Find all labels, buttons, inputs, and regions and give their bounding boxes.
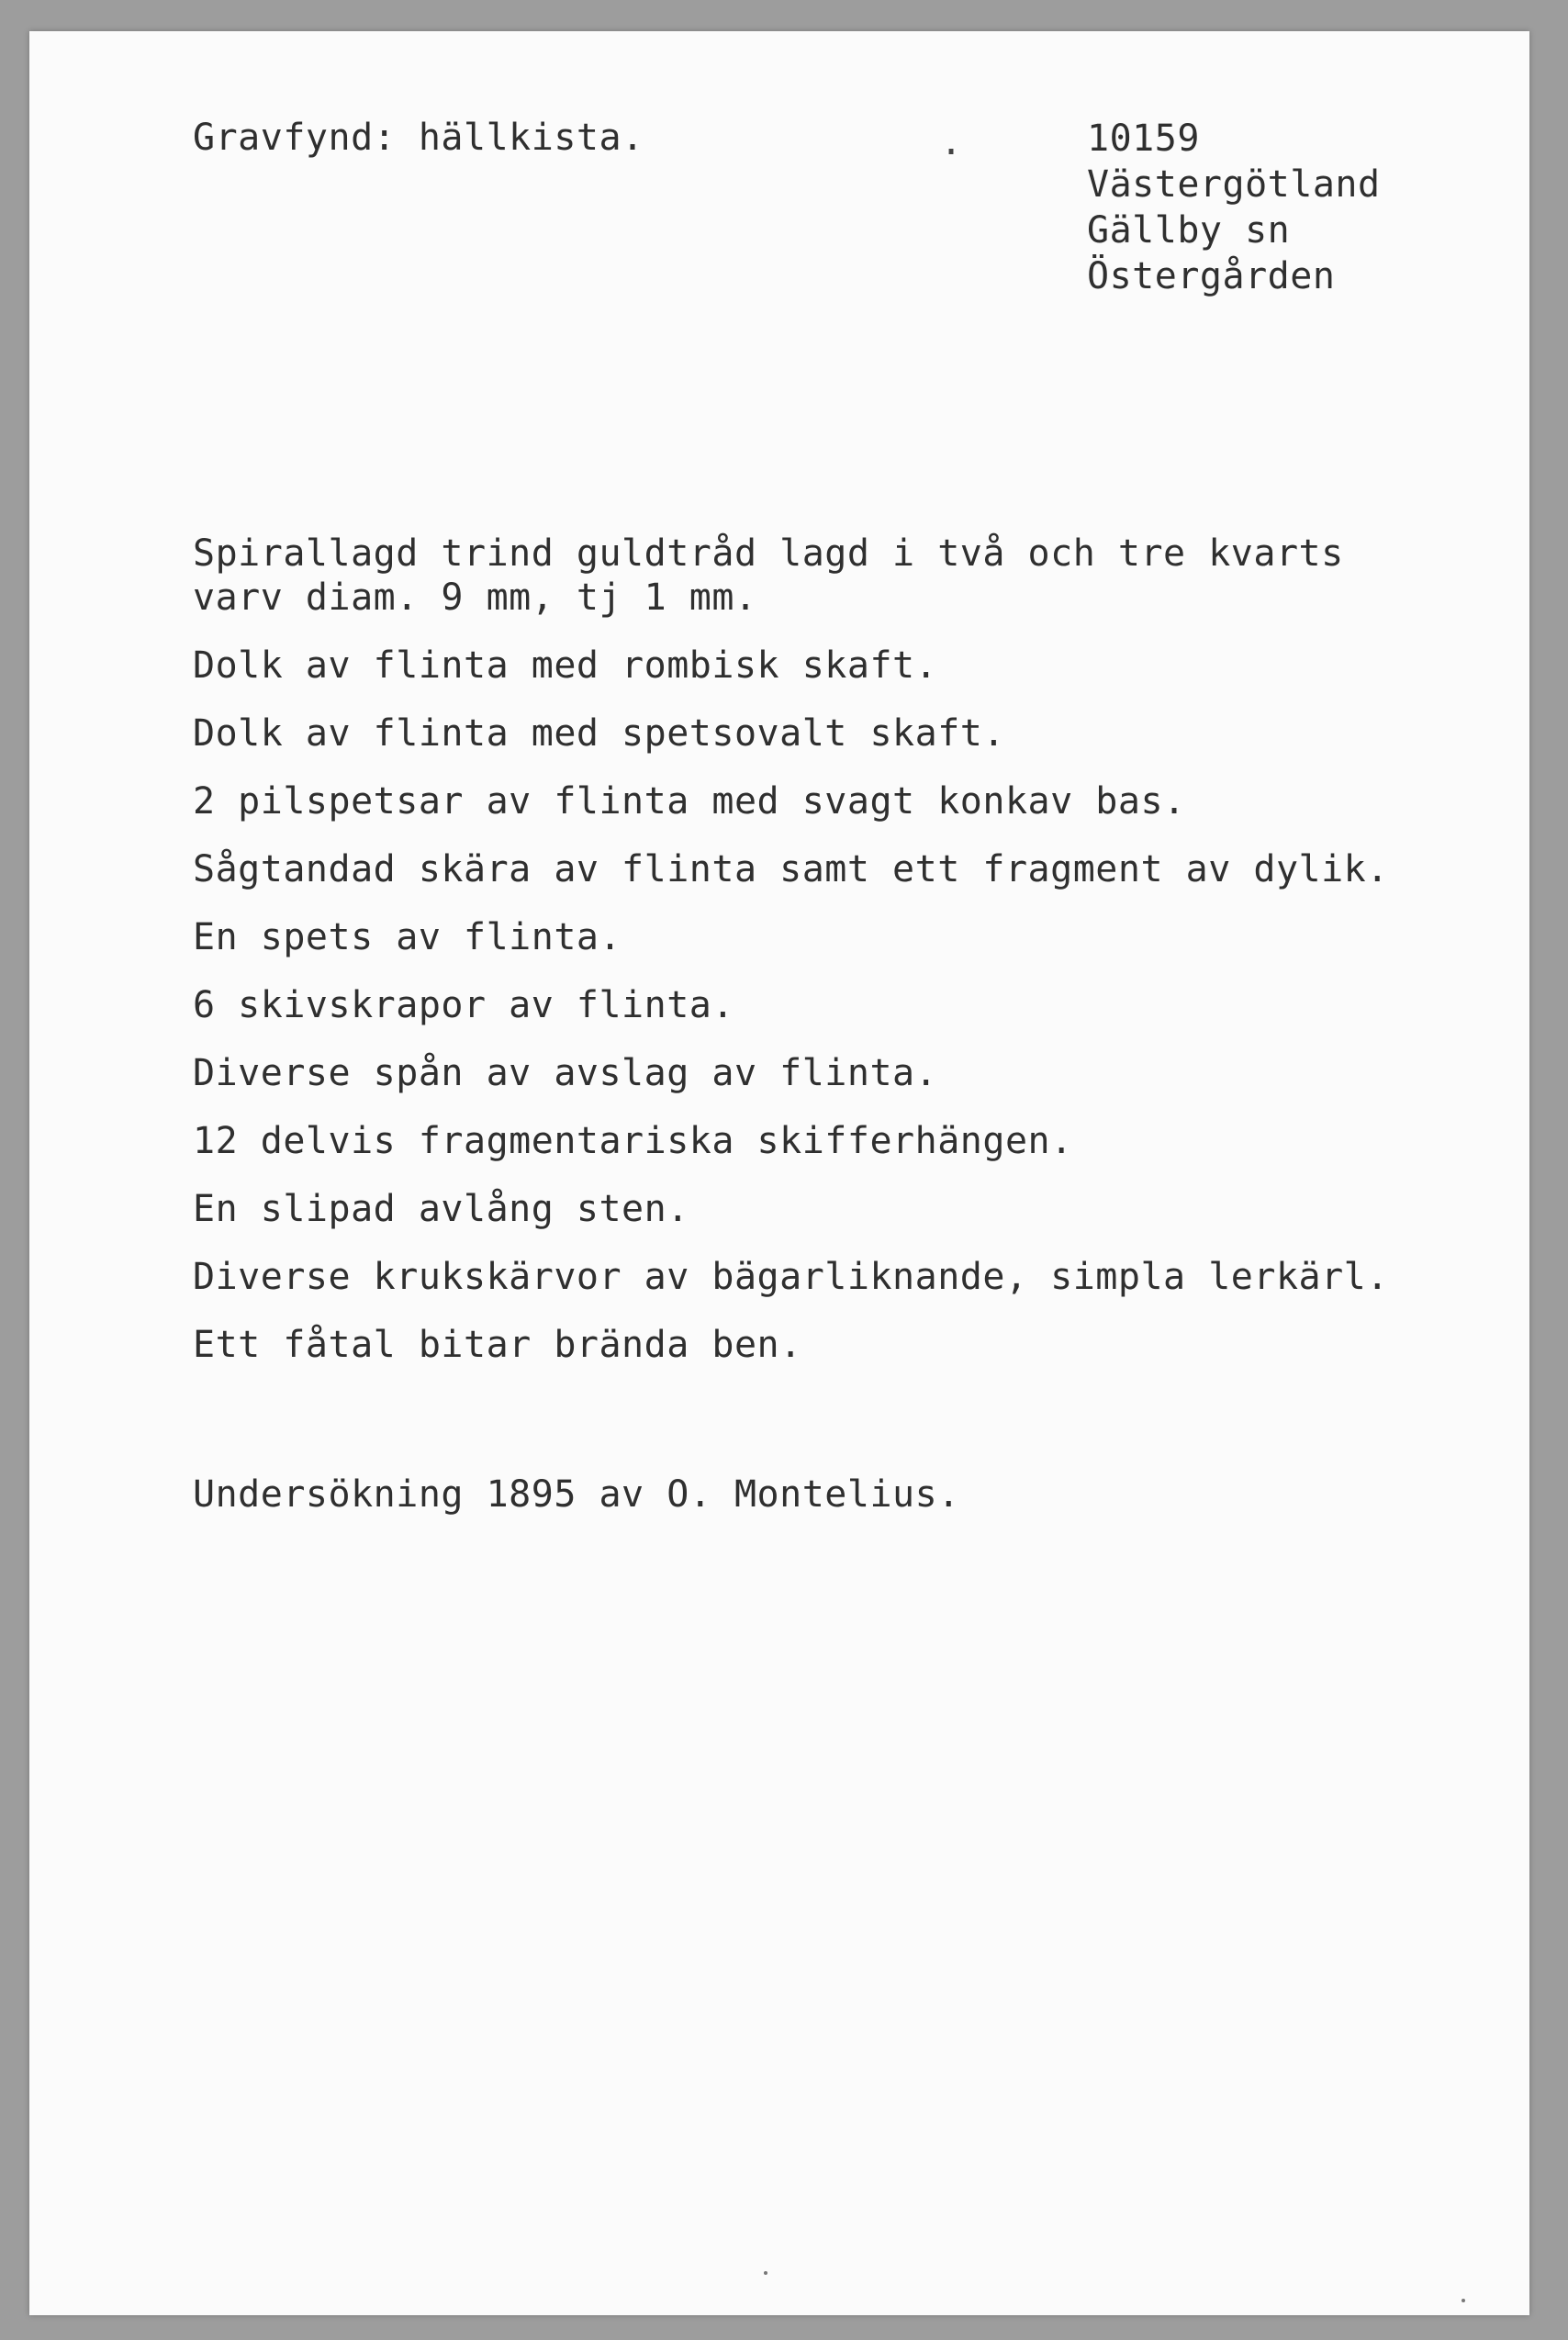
marker-dot: .: [940, 121, 963, 163]
paper-speck: [764, 2271, 767, 2275]
parish: Gällby sn: [1087, 209, 1291, 252]
list-item: Diverse spån av avslag av flinta.: [193, 1052, 938, 1094]
catalog-number: 10159: [1087, 118, 1200, 160]
list-item: En spets av flinta.: [193, 916, 622, 958]
card-meta: [1087, 116, 1381, 299]
site: Östergården: [1087, 255, 1336, 297]
card-heading: Gravfynd: hällkista.: [193, 117, 644, 159]
list-item: varv diam. 9 mm, tj 1 mm.: [193, 577, 757, 619]
index-card: [29, 31, 1529, 2315]
list-item: Ett fåtal bitar brända ben.: [193, 1324, 802, 1366]
paper-speck: [1462, 2299, 1465, 2302]
list-item: 2 pilspetsar av flinta med svagt konkav bas.: [193, 780, 1186, 823]
card-footer: Undersökning 1895 av O. Montelius.: [193, 1473, 960, 1516]
list-item: 6 skivskrapor av flinta.: [193, 984, 734, 1026]
list-item: En slipad avlång sten.: [193, 1188, 689, 1230]
region: Västergötland: [1087, 163, 1381, 206]
list-item: Sågtandad skära av flinta samt ett fragment av dylik.: [193, 848, 1389, 890]
list-item: 12 delvis fragmentariska skifferhängen.: [193, 1120, 1073, 1162]
find-list: [193, 532, 1389, 1367]
list-item: Diverse krukskärvor av bägarliknande, simpla lerkärl.: [193, 1256, 1389, 1298]
list-item: Dolk av flinta med spetsovalt skaft.: [193, 712, 1005, 755]
list-item: Spirallagd trind guldtråd lagd i två och tre kvarts: [193, 532, 1344, 575]
list-item: Dolk av flinta med rombisk skaft.: [193, 644, 938, 687]
